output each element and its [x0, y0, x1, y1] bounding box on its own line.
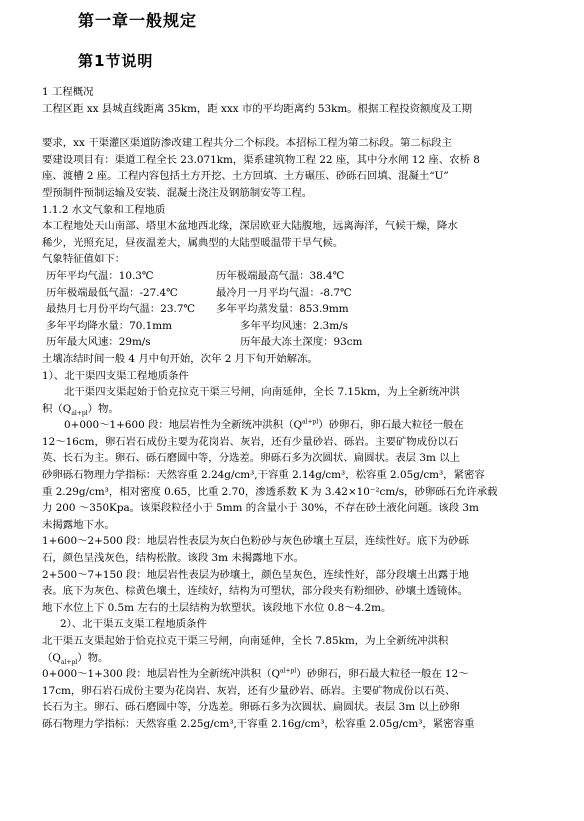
- subscript: al+pl: [71, 409, 88, 417]
- weather-value: 多年平均降水量：70.1mm: [46, 319, 172, 332]
- paragraph: 17cm，卵石岩石成份主要为花岗岩、灰岩，还有少量砂岩、砾岩。主要矿物成份以石英、: [42, 684, 456, 697]
- paragraph: 型预制件预制运输及安装、混凝土浇注及钢筋制安等工程。: [42, 186, 313, 199]
- paragraph: 重 2.29g/cm³，相对密度 0.65，比重 2.70，渗透系数 K 为 3.42×10⁻²cm/s，砂卵砾石允许承载: [42, 485, 498, 498]
- paragraph: 要建设项目有：渠道工程全长 23.071km，渠系建筑物工程 22 座，其中分水闸 12 座、农桥 8: [42, 153, 480, 166]
- paragraph: 2+500～7+150 段：地层岩性表层为砂壤土，颜色呈灰色，连续性好，部分段壤土出露于地: [42, 568, 469, 581]
- paragraph: 表。底下为灰色、棕黄色壤土，连续好，结构为可塑状，部分段夹有粉细砂、砂壤土透镜体。: [42, 585, 469, 598]
- weather-value: 最热月七月份平均气温：23.7℃: [46, 303, 196, 316]
- paragraph: 地下水位上下 0.5m 左右的土层结构为软塑状。该段地下水位 0.8～4.2m。: [42, 601, 392, 614]
- weather-row: [42, 334, 548, 351]
- weather-value: 多年平均风速：2.3m/s: [240, 319, 348, 332]
- paragraph: 1+600～2+500 段：地层岩性表层为灰白色粉砂与灰色砂壤土互层，连续性好。底下为砂砾: [42, 535, 469, 548]
- text-run: ）砂卵石，卵石最大粒径一般在 12～: [296, 668, 469, 681]
- paragraph: 稀少，光照充足，昼夜温差大，属典型的大陆型暖温带干旱气候。: [42, 236, 344, 249]
- weather-row: [42, 268, 548, 285]
- subsection-heading: 1）、北干渠四支渠工程地质条件: [42, 369, 189, 382]
- text-run: 0+000～1+300 段：地层岩性为全新统冲洪积（Q: [42, 668, 280, 681]
- weather-row: [42, 318, 548, 335]
- text-run: ）砂卵石，卵石最大粒径一般在: [318, 419, 464, 432]
- paragraph: [42, 666, 548, 683]
- weather-value: 多年平均蒸发量：853.9mm: [216, 303, 349, 316]
- paragraph: 要求，xx 干渠灌区渠道防渗改建工程共分二个标段。本招标工程为第二标段。第二标段主: [42, 137, 452, 150]
- document-body: [42, 84, 548, 733]
- paragraph: 力 200 ～350Kpa。该渠段粒径小于 5mm 的含量小于 30%，不存在砂土液化问题。该段 3m: [42, 502, 479, 515]
- weather-row: [42, 285, 548, 302]
- paragraph: 北干渠四支渠起始于恰克拉克干渠三号闸，向南延伸，全长 7.15km，为上全新统冲洪: [64, 386, 460, 399]
- weather-value: 最冷月一月平均气温：-8.7℃: [216, 286, 352, 299]
- text-run: ）物。: [77, 651, 109, 664]
- text-run: （Q: [42, 651, 61, 664]
- chapter-title: 第一章一般规定: [78, 11, 198, 30]
- weather-value: 历年极端最高气温：38.4℃: [216, 269, 345, 282]
- text-run: 0+000～1+600 段：地层岩性为全新统冲洪积（Q: [64, 419, 302, 432]
- paragraph: 12～16cm，卵石岩石成份主要为花岗岩、灰岩，还有少量砂岩、砾岩。主要矿物成份以石: [42, 435, 459, 448]
- weather-value: 历年极端最低气温：-27.4℃: [46, 286, 178, 299]
- paragraph: 气象特征值如下：: [42, 253, 126, 266]
- paragraph: 座、渡槽 2 座。工程内容包括土方开挖、土方回填、土方碾压、砂砾石回填、混凝土“U”: [42, 170, 449, 183]
- paragraph: 北干渠五支渠起始于恰克拉克干渠三号闸，向南延伸，全长 7.85km，为上全新统冲洪积: [42, 635, 449, 647]
- paragraph: [42, 401, 548, 418]
- weather-value: 历年最大风速：29m/s: [46, 336, 151, 349]
- weather-row: [42, 301, 548, 318]
- subsection-heading: 2）、北干渠五支渠工程地质条件: [60, 618, 207, 631]
- paragraph: [42, 417, 548, 434]
- paragraph: 长石为主。卵石、砾石磨圆中等，分选差。卵砾石多为次圆状、扁圆状。表层 3m 以上砂卵: [42, 701, 460, 714]
- weather-value: 历年平均气温：10.3℃: [46, 269, 154, 282]
- paragraph: 砾石物理力学指标：天然容重 2.25g/cm³,干容重 2.16g/cm³，松容重 2.05g/cm³，紧密容重: [42, 717, 475, 730]
- paragraph: 工程区距 xx 县城直线距离 35km，距 xxx 市的平均距离约 53km。根据工程投资额度及工期: [42, 102, 472, 115]
- subscript: al+pl: [60, 658, 78, 666]
- superscript: al+pl: [301, 418, 319, 426]
- weather-value: 历年最大冻土深度：93cm: [240, 336, 363, 349]
- paragraph: 英、长石为主。卵石、砾石磨圆中等，分选差。卵砾石多为次圆状、扁圆状。表层 3m 以上: [42, 452, 460, 465]
- subsection-heading: 1.1.2 水文气象和工程地质: [42, 203, 166, 216]
- superscript: al+pl: [279, 667, 297, 675]
- paragraph: 本工程地处天山南部、塔里木盆地西北缘，深居欧亚大陆腹地，远离海洋，气候干燥，降水: [42, 220, 458, 233]
- paragraph: 未揭露地下水。: [42, 518, 115, 531]
- paragraph: 土壤冻结时间一般 4 月中旬开始，次年 2 月下旬开始解冻。: [42, 352, 318, 365]
- paragraph: [42, 650, 548, 667]
- section-title: 第1节说明: [78, 52, 154, 70]
- paragraph: 1 工程概况: [42, 86, 94, 98]
- paragraph: 砂卵砾石物理力学指标：天然容重 2.24g/cm³,干容重 2.14g/cm³，松容重 2.05g/cm³，紧密容: [42, 469, 485, 482]
- paragraph: 石，颜色呈浅灰色，结构松散。该段 3m 未揭露地下水。: [42, 552, 305, 565]
- text-run: ）物。: [87, 402, 119, 415]
- text-run: 积（Q: [42, 402, 72, 415]
